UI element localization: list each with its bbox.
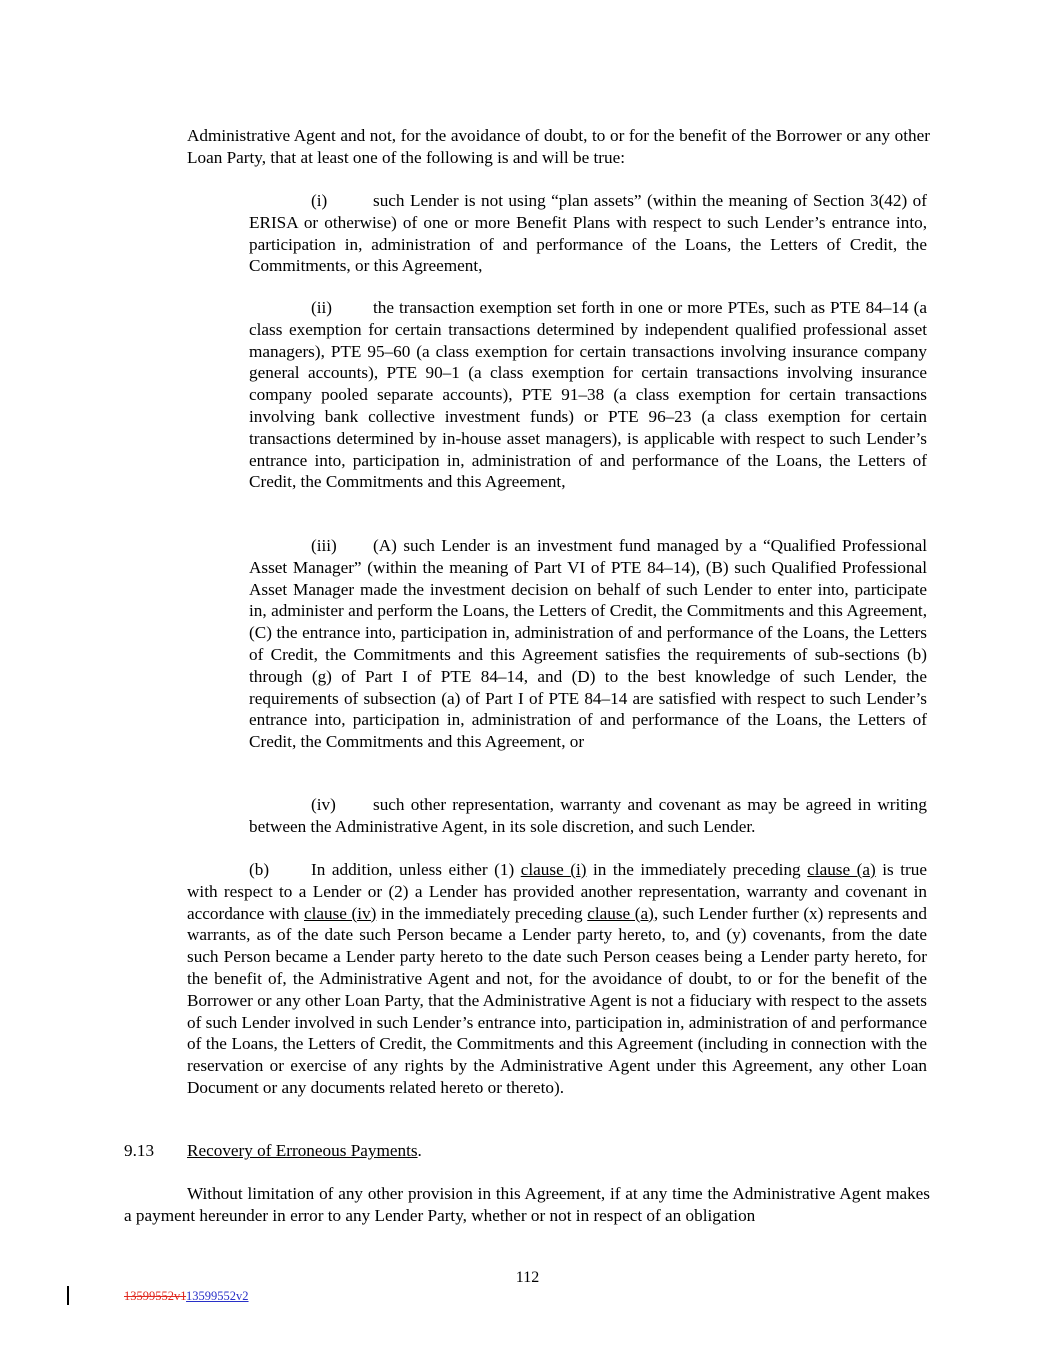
page-number: 112 — [515, 1269, 540, 1286]
section-b-text: is true with respect to a Lender or (2) a Lender has provided another representation, warranty and covenant in accordance with — [187, 860, 927, 923]
section-b-text: in the immediately preceding — [376, 903, 588, 923]
document-id-deleted: 13599552v1 — [124, 1289, 187, 1303]
clause-reference: clause (a) — [587, 903, 654, 923]
section-913-body — [124, 1183, 930, 1227]
clause-text: (A) such Lender is an investment fund managed by a “Qualified Professional Asset Manager” (within the meaning of Part VI of PTE 84–14), (B) such Qualified Professional Asset Manager made the investment decision on behalf of such Lender to enter into, participate in, administer and perform the Loans, the Letters of Credit, the Commitments and this Agreement, (C) the entrance into, participation in, administration of and performance of the Loans, the Letters of Credit, the Commitments and this Agreement satisfies the requirements of sub-sections (b) through (g) of Part I of PTE 84–14, and (D) to the best knowledge of such Lender, the requirements of subsection (a) of Part I of PTE 84–14 are satisfied with respect to such Lender’s entrance into, participation in, administration of and performance of the Loans, the Letters of Credit, the Commitments and this Agreement, or — [249, 536, 927, 752]
section-b-paragraph — [187, 859, 927, 1099]
clause-item-iv — [249, 794, 927, 838]
clause-item-i — [249, 190, 927, 277]
section-title-period: . — [417, 1141, 422, 1160]
section-heading — [187, 1140, 422, 1162]
clause-item-iii — [249, 535, 927, 753]
intro-paragraph — [187, 125, 930, 169]
change-bar — [67, 1286, 69, 1305]
clause-text: such Lender is not using “plan assets” (within the meaning of Section 3(42) of ERISA or otherwise) of one or more Benefit Plans with respect to such Lender’s entrance into, participation in, administration of and performance of the Loans, the Letters of Credit, the Commitments, or this Agreement, — [249, 191, 927, 276]
clause-label: (i) — [311, 191, 328, 210]
clause-label: (iii) — [311, 536, 337, 555]
section-number: 9.13 — [124, 1141, 155, 1160]
clause-item-ii — [249, 297, 927, 493]
intro-text: Administrative Agent and not, for the avoidance of doubt, to or for the benefit of the Borrower or any other Loan Party, that at least one of the following is and will be true: — [187, 126, 930, 167]
section-b-text: , such Lender further (x) represents and warrants, as of the date such Person became a Lender party hereto, to, and (y) covenants, from the date such Person became a Lender party hereto to the date such Person ceases being a Lender party hereto, for the benefit of, the Administrative Agent and not, for the avoidance of doubt, to or for the benefit of the Borrower or any other Loan Party, that the Administrative Agent is not a fiduciary with respect to the assets of such Lender involved in such Lender’s entrance into, participation in, administration of and performance of the Loans, the Letters of Credit, the Commitments and this Agreement (including in connection with the reservation or exercise of any rights by the Administrative Agent under this Agreement, any other Loan Document or any documents related hereto or thereto). — [187, 903, 927, 1097]
section-913-text: Without limitation of any other provision in this Agreement, if at any time the Administrative Agent makes a payment hereunder in error to any Lender Party, whether or not in respect of an obligation — [124, 1184, 930, 1225]
section-b-text: In addition, unless either (1) — [311, 860, 521, 879]
clause-label: (iv) — [311, 795, 336, 814]
clause-reference: clause (a) — [807, 860, 876, 879]
clause-reference: clause (i) — [520, 860, 587, 879]
clause-label: (ii) — [311, 298, 332, 317]
section-title: Recovery of Erroneous Payments — [187, 1141, 418, 1160]
clause-reference: clause (iv) — [303, 903, 377, 923]
section-b-label: (b) — [249, 860, 270, 879]
document-id — [124, 1289, 249, 1303]
clause-text: such other representation, warranty and covenant as may be agreed in writing between the Administrative Agent, in its sole discretion, and such Lender. — [249, 795, 927, 836]
clause-text: the transaction exemption set forth in one or more PTEs, such as PTE 84–14 (a class exemption for certain transactions determined by independent qualified professional asset managers), PTE 95–60 (a class exemption for certain transactions involving insurance company general accounts), PTE 90–1 (a class exemption for certain transactions involving insurance company pooled separate accounts), PTE 91–38 (a class exemption for certain transactions involving bank collective investment funds) or PTE 96–23 (a class exemption for certain transactions determined by in-house asset managers), is applicable with respect to such Lender’s entrance into, participation in, administration of and performance of the Loans, the Letters of Credit, the Commitments and this Agreement, — [249, 298, 927, 492]
document-id-inserted: 13599552v2 — [186, 1289, 249, 1303]
section-b-text: in the immediately preceding — [586, 860, 808, 879]
